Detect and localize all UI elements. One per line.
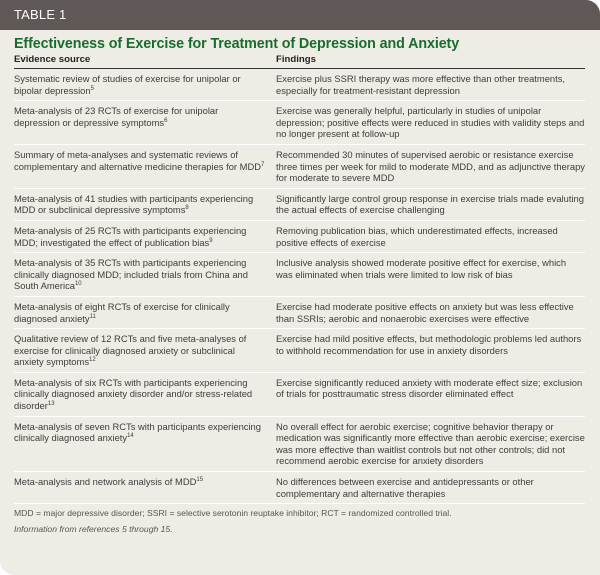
table-body: [14, 69, 585, 504]
evidence-source-cell: [14, 220, 276, 252]
reference-number: 7: [261, 161, 265, 168]
evidence-source-text: Meta-analysis of 35 RCTs with participants experiencing clinically diagnosed MDD; included trials from China and South America: [14, 257, 248, 292]
findings-cell: Exercise had mild positive effects, but methodologic problems led authors to withhold recommendation for use in anxiety disorders: [276, 329, 585, 373]
table-row: [14, 472, 585, 504]
evidence-source-text: Meta-analysis of eight RCTs of exercise for clinically diagnosed anxiety: [14, 300, 230, 324]
evidence-source-text: Summary of meta-analyses and systematic reviews of complementary and alternative medicine therapies for MDD: [14, 148, 261, 172]
findings-cell: Inclusive analysis showed moderate positive effect for exercise, which was eliminated when trials were limited to low risk of bias: [276, 253, 585, 297]
table-row: [14, 220, 585, 252]
findings-cell: Exercise significantly reduced anxiety with moderate effect size; exclusion of trials for posttraumatic stress disorder eliminated effect: [276, 372, 585, 416]
abbreviations-footnote: MDD = major depressive disorder; SSRI = selective serotonin reuptake inhibitor; RCT = randomized controlled trial.: [14, 508, 452, 519]
header-row: [14, 53, 585, 69]
reference-number: 9: [209, 237, 213, 244]
evidence-source-cell: [14, 253, 276, 297]
evidence-source-text: Meta-analysis of 25 RCTs with participants experiencing MDD; investigated the effect of publication bias: [14, 224, 247, 248]
findings-cell: No differences between exercise and antidepressants or other complementary and alternative therapies: [276, 472, 585, 504]
reference-number: 5: [90, 85, 94, 92]
evidence-source-text: Meta-analysis of seven RCTs with participants experiencing clinically diagnosed anxiety: [14, 420, 261, 444]
column-header-source: Evidence source: [14, 53, 276, 69]
table-title: Effectiveness of Exercise for Treatment of Depression and Anxiety: [14, 36, 460, 52]
evidence-source-cell: [14, 296, 276, 328]
evidence-source-cell: [14, 372, 276, 416]
reference-number: 11: [89, 313, 96, 320]
source-note: Information from references 5 through 15.: [14, 524, 173, 535]
evidence-source-cell: [14, 101, 276, 145]
table-row: [14, 329, 585, 373]
table-row: [14, 372, 585, 416]
findings-cell: No overall effect for aerobic exercise; cognitive behavior therapy or medication was significantly more effective than aerobic exercise; exercise was more effective than waitlist controls but not other controls; did not recommend aerobic exercise for anxiety disorders: [276, 416, 585, 471]
table-label: TABLE 1: [0, 0, 600, 30]
table-row: [14, 144, 585, 188]
reference-number: 13: [47, 400, 55, 407]
evidence-source-cell: [14, 472, 276, 504]
findings-cell: Exercise had moderate positive effects on anxiety but was less effective than SSRIs; aerobic and nonaerobic exercises were effective: [276, 296, 585, 328]
reference-number: 8: [185, 205, 189, 212]
reference-number: 15: [196, 476, 204, 483]
findings-cell: Exercise plus SSRI therapy was more effective than other treatments, especially for treatment-resistant depression: [276, 69, 585, 101]
findings-cell: Exercise was generally helpful, particularly in studies of unipolar depression; positive effects were reduced in studies with validity steps and no longer present at follow-up: [276, 101, 585, 145]
reference-number: 12: [89, 357, 96, 364]
evidence-source-text: Systematic review of studies of exercise for unipolar or bipolar depression: [14, 73, 241, 96]
evidence-source-text: Meta-analysis of 41 studies with participants experiencing MDD or subclinical depressive symptoms: [14, 192, 254, 216]
reference-number: 6: [164, 117, 168, 124]
table-row: [14, 296, 585, 328]
evidence-source-cell: [14, 416, 276, 471]
evidence-source-text: Meta-analysis of six RCTs with participants experiencing clinically diagnosed anxiety disorder and/or stress-related disorder: [14, 376, 253, 412]
evidence-source-cell: [14, 188, 276, 220]
table-row: [14, 101, 585, 145]
evidence-source-cell: [14, 329, 276, 373]
evidence-table: [14, 53, 585, 504]
table-row: [14, 188, 585, 220]
table-row: [14, 69, 585, 101]
findings-cell: Recommended 30 minutes of supervised aerobic or resistance exercise three times per week for mild to moderate MDD, and as adjunctive therapy for moderate to severe MDD: [276, 144, 585, 188]
table-row: [14, 253, 585, 297]
evidence-source-cell: [14, 144, 276, 188]
evidence-source-text: Meta-analysis and network analysis of MDD: [14, 476, 197, 488]
reference-number: 10: [74, 281, 82, 288]
evidence-source-text: Meta-analysis of 23 RCTs of exercise for unipolar depression or depressive symptoms: [14, 105, 219, 128]
findings-cell: Significantly large control group response in exercise trials made evaluting the actual effects of exercise challenging: [276, 188, 585, 220]
evidence-source-cell: [14, 69, 276, 101]
column-header-findings: Findings: [276, 53, 585, 69]
reference-number: 14: [127, 433, 134, 440]
evidence-source-text: Qualitative review of 12 RCTs and five meta-analyses of exercise for clinically diagnosed anxiety or subclinical anxiety symptoms: [14, 333, 247, 368]
findings-cell: Removing publication bias, which underestimated effects, increased positive effects of exercise: [276, 220, 585, 252]
table-row: [14, 416, 585, 471]
